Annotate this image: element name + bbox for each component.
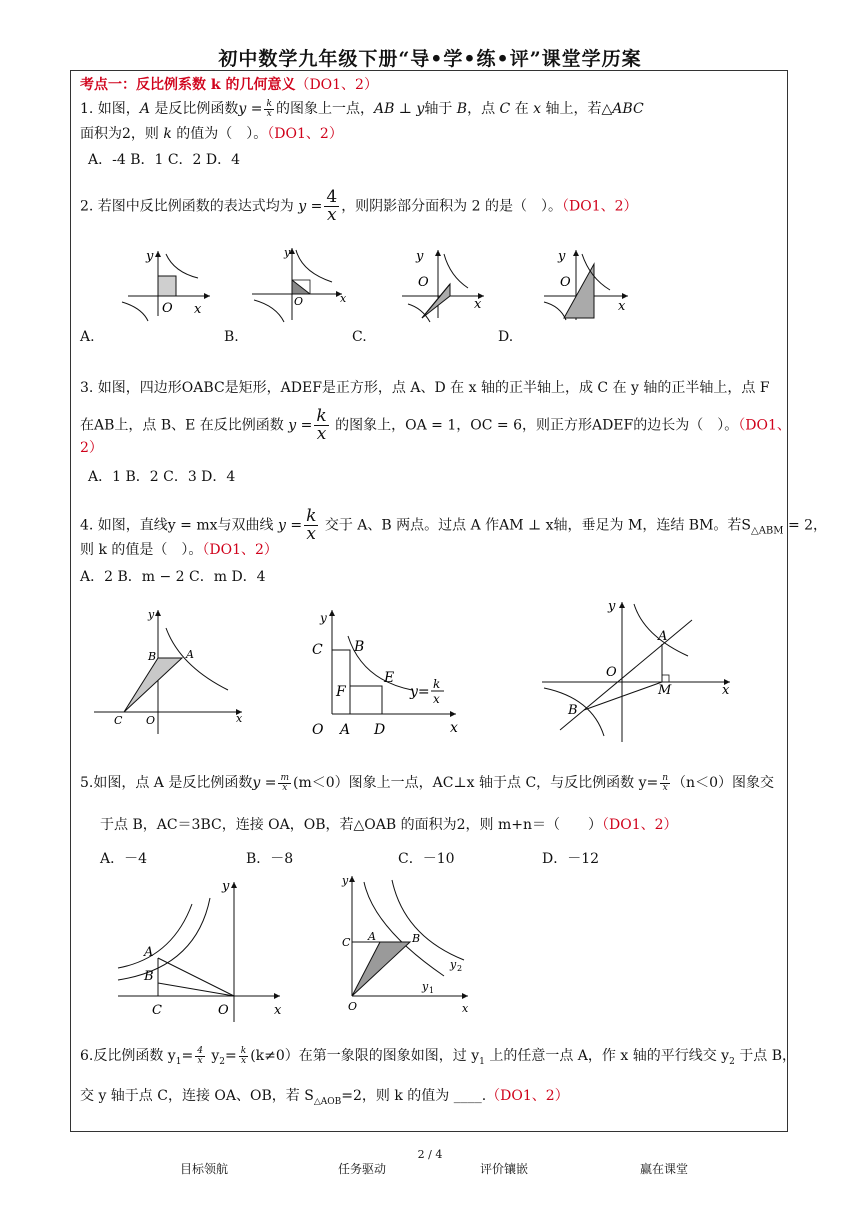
q2-question: 2. 若图中反比例函数的表达式均为 y = $\frac{4}{x}$ ，则阴影部分面积为 2 的是（ ）。（DO1、2） — [80, 187, 638, 225]
svg-text:B: B — [568, 703, 578, 718]
q2-figure-a — [118, 246, 218, 321]
svg-text:x: x — [433, 692, 440, 706]
q5-line1: 5.如图，点 A 是反比例函数y = $\frac{m}{x}$ (m＜0）图象上一点，AC⊥x 轴于点 C，与反比例函数 y= $\frac{n}{x}$ （n＜0）图象交 — [80, 772, 774, 793]
q5-line2: 于点 B，AC＝3BC，连接 OA，OB，若△OAB 的面积为2，则 m+n＝（ ）（DO1、2） — [100, 817, 678, 833]
page-number: 2 / 4 — [417, 1148, 443, 1161]
q1-line1: 1. 如图，A 是反比例函数y = $\frac{k}{x}$ 的图象上一点，AB ⊥ y轴于 B，点 C 在 x 轴上，若△ABC — [80, 98, 644, 119]
q4-figure-2 — [306, 606, 466, 742]
svg-text:x: x — [274, 1003, 282, 1018]
svg-text:B: B — [354, 639, 365, 655]
svg-text:y: y — [320, 611, 327, 625]
q2-label-c: C. — [352, 329, 367, 345]
footer-nav-goal: 目标领航 — [180, 1162, 229, 1176]
q5-figure-2 — [330, 870, 480, 1026]
svg-text:x: x — [450, 720, 458, 736]
svg-text:D: D — [374, 722, 386, 738]
svg-text:y=: y= — [410, 684, 430, 700]
svg-text:O: O — [294, 295, 304, 308]
svg-text:A: A — [144, 945, 154, 960]
svg-text:x: x — [722, 683, 730, 698]
q4-figure-1 — [92, 606, 252, 736]
svg-text:B: B — [412, 932, 421, 945]
q1-line2: 面积为2，则 k 的值为（ ）。（DO1、2） — [80, 126, 343, 142]
svg-text:C: C — [342, 936, 351, 949]
axis-label-x: x — [194, 302, 202, 317]
q4-line2: 则 k 的值是（ ）。（DO1、2） — [80, 542, 278, 558]
svg-text:M: M — [658, 683, 672, 698]
footer-nav-evaluate: 评价镶嵌 — [480, 1162, 529, 1176]
q4-line1: 4. 如图，直线y = mx与双曲线 y = $\frac{k}{x}$ 交于 A、B 两点。过点 A 作AM ⊥ x轴，垂足为 M，连结 BM。若$S_{\triangle ABM} = 2$， — [80, 506, 828, 544]
q2-figure-c — [398, 248, 498, 323]
svg-text:k: k — [433, 677, 441, 691]
page-title: 初中数学九年级下册“导•学•练•评”课堂学历案 — [218, 48, 642, 70]
svg-text:A: A — [340, 722, 351, 738]
q3-line2: 在AB上，点 B、E 在反比例函数 y = $\frac{k}{x}$ 的图象上，OA = 1，OC = 6，则正方形ADEF的边长为（ ）。（DO1、 — [80, 406, 791, 444]
q6-line1: 6.反比例函数 $y_1=$ $\frac{4}{x}$ $y_2=$ $\frac{k}{x}$ (k≠0）在第一象限的图象如图，过 $y_1$ 上的任意一点 A，作 x 轴的平行线交 $y_2$ 于点 B， — [80, 1045, 797, 1067]
q5-option-a: A．－4 — [100, 851, 148, 867]
svg-text:F: F — [336, 684, 346, 700]
svg-text:y: y — [342, 874, 349, 887]
svg-text:O: O — [348, 1000, 358, 1013]
q3-options: A．1 B．2 C．3 D．4 — [88, 469, 236, 485]
q2-figure-d — [540, 248, 640, 323]
q2-label-a: A. — [80, 329, 95, 345]
q6-line2: 交 y 轴于点 C，连接 OA、OB，若 $S_{\triangle AOB}=2$，则 k 的值为 ____.（DO1、2） — [80, 1088, 569, 1107]
svg-text:y: y — [558, 249, 566, 264]
svg-text:x: x — [340, 292, 347, 305]
svg-text:y: y — [148, 608, 155, 621]
q2-label-d: D. — [498, 329, 514, 345]
axis-label-y: y — [146, 249, 154, 264]
section-title: 考点一：反比例系数 k 的几何意义 — [80, 77, 296, 93]
footer-nav-class: 赢在课堂 — [640, 1162, 689, 1176]
q1-options: A．-4 B．1 C．2 D．4 — [88, 152, 241, 168]
svg-text:C: C — [114, 714, 123, 727]
svg-text:y: y — [284, 246, 291, 259]
section-tag: （DO1、2） — [295, 77, 378, 93]
svg-text:A: A — [186, 648, 194, 661]
origin-label: O — [162, 301, 173, 316]
svg-text:y: y — [450, 958, 457, 971]
q2-figure-b — [250, 242, 350, 322]
svg-text:C: C — [312, 642, 323, 658]
svg-text:B: B — [144, 969, 154, 984]
q5-option-d: D．－12 — [542, 851, 600, 867]
footer-nav-task: 任务驱动 — [338, 1162, 387, 1176]
q3-line3: 2） — [80, 440, 103, 456]
svg-text:B: B — [148, 650, 157, 663]
svg-text:O: O — [560, 275, 571, 290]
svg-text:O: O — [606, 665, 617, 680]
svg-text:O: O — [146, 714, 156, 727]
svg-text:1: 1 — [429, 986, 435, 995]
svg-text:y: y — [608, 599, 616, 614]
svg-text:O: O — [312, 722, 324, 738]
svg-text:x: x — [618, 299, 626, 314]
svg-text:y: y — [422, 980, 429, 993]
q2-label-b: B. — [224, 329, 239, 345]
q5-figure-1 — [112, 876, 292, 1024]
svg-text:x: x — [462, 1002, 469, 1015]
q5-option-b: B．－8 — [246, 851, 294, 867]
svg-text:2: 2 — [457, 964, 463, 973]
q3-line1: 3. 如图，四边形OABC是矩形，ADEF是正方形，点 A、D 在 x 轴的正半轴上，成 C 在 y 轴的正半轴上，点 F — [80, 380, 770, 396]
q4-options: A．2 B．m − 2 C．m D．4 — [80, 569, 266, 585]
svg-text:y: y — [222, 879, 230, 894]
q4-figure-3 — [540, 596, 740, 746]
svg-text:y: y — [416, 249, 424, 264]
svg-text:x: x — [474, 297, 482, 312]
svg-text:x: x — [236, 712, 243, 725]
svg-text:A: A — [658, 629, 668, 644]
svg-text:A: A — [368, 930, 376, 943]
svg-text:E: E — [384, 670, 395, 686]
svg-text:C: C — [152, 1003, 162, 1018]
section-heading — [80, 75, 378, 95]
svg-text:O: O — [218, 1003, 229, 1018]
q5-option-c: C．－10 — [398, 851, 455, 867]
svg-text:O: O — [418, 275, 429, 290]
